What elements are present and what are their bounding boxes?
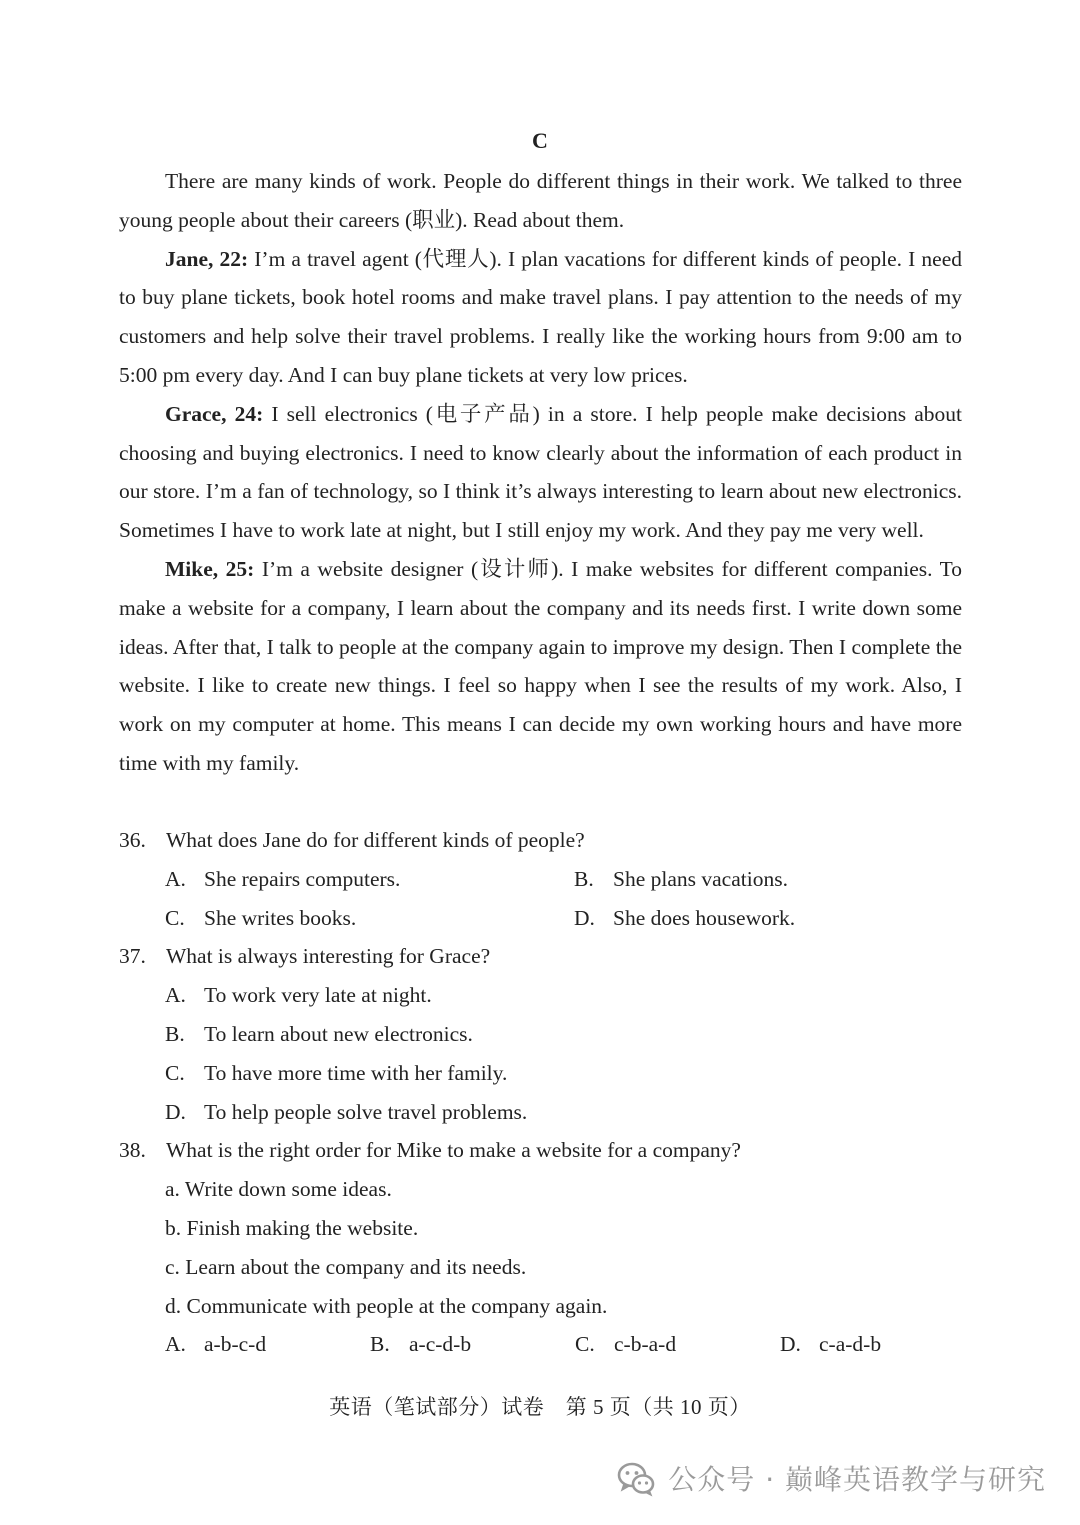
question-stem: What is always interesting for Grace? [166, 944, 491, 969]
option-d[interactable]: D. To help people solve travel problems. [165, 1099, 528, 1124]
option-a[interactable]: A. She repairs computers. [165, 866, 401, 891]
option-a[interactable]: A. a-b-c-d [165, 1332, 267, 1357]
speaker-name: Mike, 25: [165, 556, 255, 581]
question-stem: What is the right order for Mike to make a website for a company? [166, 1138, 741, 1163]
watermark [616, 1458, 1046, 1498]
page-footer: 英语（笔试部分）试卷 第 5 页（共 10 页） [329, 1395, 751, 1419]
question-number: 37. [119, 944, 146, 969]
option-c[interactable]: C. c-b-a-d [575, 1332, 677, 1357]
speaker-text: I’m a travel agent (代理人). I plan vacations for different kinds of people. I need to buy plane tickets, book hotel rooms and make travel plans. I pay attention to the needs of my customers and help solve their travel problems. I really like the working hours from 9:00 am to 5:00 pm every day. And I can buy plane tickets at very low prices. [119, 246, 962, 387]
order-step: b. Finish making the website. [165, 1215, 419, 1240]
option-b[interactable]: B. She plans vacations. [574, 866, 788, 891]
speaker-text: I’m a website designer (设计师). I make websites for different companies. To make a website for a company, I learn about the company and its needs first. I write down some ideas. After that, I talk to people at the company again to improve my design. Then I complete the website. I like to create new things. I feel so happy when I see the results of my work. Also, I work on my computer at home. This means I can decide my own working hours and have more time with my family. [119, 556, 962, 775]
option-d[interactable]: D. c-a-d-b [780, 1332, 882, 1357]
option-b[interactable]: B. a-c-d-b [370, 1332, 472, 1357]
question-list [119, 821, 962, 1364]
option-c[interactable]: C. She writes books. [165, 905, 357, 930]
speaker-name: Jane, 22: [165, 246, 249, 271]
paragraph-mike [119, 550, 962, 783]
speaker-text: I sell electronics (电子产品) in a store. I help people make decisions about choosing and buying electronics. I need to know clearly about the information of each product in our store. I’m a fan of technology, so I think it’s always interesting to learn about new electronics. Sometimes I have to work late at night, but I still enjoy my work. And they pay me very well. [119, 401, 962, 543]
reading-passage [119, 162, 962, 783]
speaker-name: Grace, 24: [165, 401, 264, 426]
option-a[interactable]: A. To work very late at night. [165, 983, 432, 1008]
question-36 [119, 821, 962, 860]
question-number: 38. [119, 1138, 146, 1163]
question-number: 36. [119, 828, 146, 852]
paragraph-grace [119, 395, 962, 550]
question-stem: What does Jane do for different kinds of people? [166, 828, 585, 852]
option-c[interactable]: C. To have more time with her family. [165, 1060, 508, 1085]
option-b[interactable]: B. To learn about new electronics. [165, 1021, 473, 1046]
option-row [119, 1325, 962, 1364]
order-step: c. Learn about the company and its needs. [165, 1254, 527, 1279]
option-d[interactable]: D. She does housework. [574, 905, 796, 930]
section-title: C [532, 128, 548, 153]
order-step: d. Communicate with people at the company again. [165, 1293, 608, 1318]
order-step: a. Write down some ideas. [165, 1177, 392, 1202]
question-37 [119, 937, 962, 976]
option-row [119, 860, 962, 899]
watermark-text: 公众号 · 巅峰英语教学与研究 [668, 1463, 1046, 1496]
passage-intro: There are many kinds of work. People do different things in their work. We talked to three young people about their careers (职业). Read about them. [119, 169, 962, 232]
wechat-icon [616, 1458, 656, 1498]
question-38 [119, 1131, 962, 1170]
option-row [119, 899, 962, 938]
paragraph-jane [119, 240, 962, 395]
